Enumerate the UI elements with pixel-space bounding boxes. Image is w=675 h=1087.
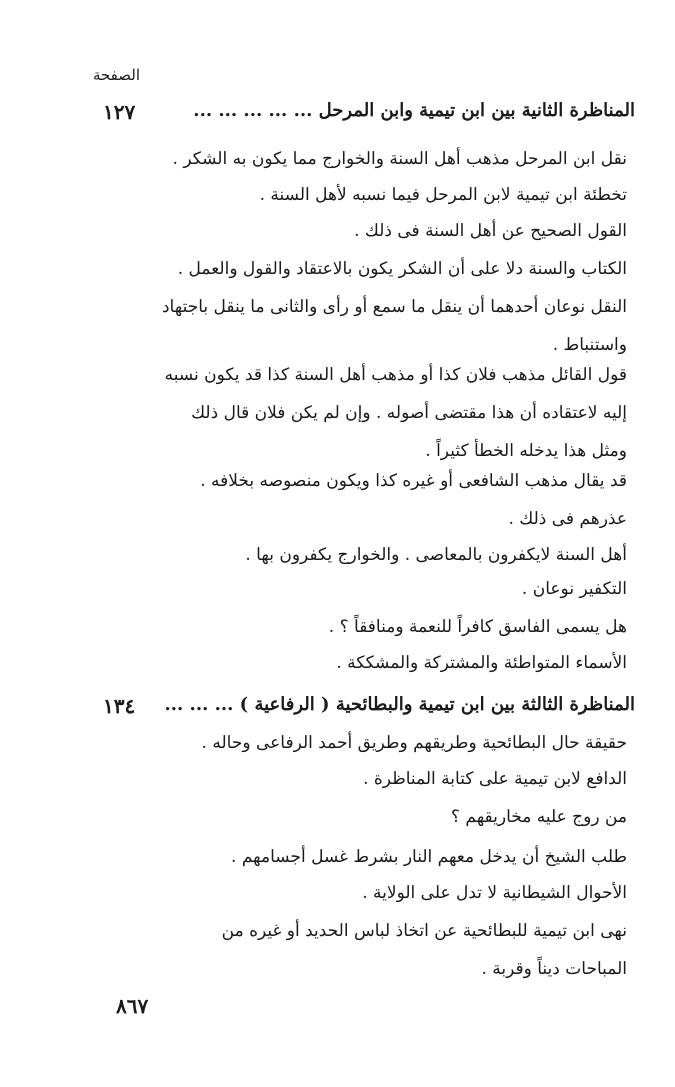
toc-entry: القول الصحيح عن أهل السنة فى ذلك . [354, 221, 627, 241]
toc-entry: أهل السنة لايكفرون بالمعاصى . والخوارج يكفرون بها . [245, 545, 627, 565]
section-page-number: ١٢٧ [103, 100, 136, 124]
page-column-label: الصفحة [92, 66, 140, 84]
toc-entry: النقل نوعان أحدهما أن ينقل ما سمع أو رأى والثانى ما ينقل باجتهاد واستنباط . [161, 297, 627, 355]
toc-entry: طلب الشيخ أن يدخل معهم النار بشرط غسل أجسامهم . [231, 847, 627, 867]
toc-entry: من روج عليه مخاريقهم ؟ [450, 807, 627, 827]
toc-entry: نهى ابن تيمية للبطائحية عن اتخاذ لباس الحديد أو غيره من المباحات ديناً وقربة . [221, 921, 627, 979]
toc-entry: قول القائل مذهب فلان كذا أو مذهب أهل السنة كذا قد يكون نسبه إليه لاعتقاده أن هذا مقتضى أصوله . وإن لم يكن فلان قال ذلك ومثل هذا يدخله الخطأ كثيراً . [164, 365, 627, 461]
toc-entry: الأسماء المتواطئة والمشتركة والمشككة . [336, 653, 627, 673]
toc-entry: تخطئة ابن تيمية لابن المرحل فيما نسبه لأهل السنة . [259, 185, 627, 205]
toc-entry: التكفير نوعان . [521, 579, 627, 599]
toc-entry: هل يسمى الفاسق كافراً للنعمة ومنافقاً ؟ . [328, 617, 627, 637]
toc-entry: نقل ابن المرحل مذهب أهل السنة والخوارج مما يكون به الشكر . [172, 149, 627, 169]
toc-entry: حقيقة حال البطائحية وطريقهم وطريق أحمد الرفاعى وحاله . [201, 733, 627, 753]
section-heading: المناظرة الثانية بين ابن تيمية وابن المرحل ... ... ... ... ... [193, 100, 635, 121]
page-number: ٨٦٧ [116, 994, 149, 1018]
toc-entry: قد يقال مذهب الشافعى أو غيره كذا ويكون منصوصه بخلافه . [200, 471, 627, 491]
toc-entry: الدافع لابن تيمية على كتابة المناظرة . [363, 769, 627, 789]
section-page-number: ١٣٤ [103, 694, 136, 718]
toc-entry: عذرهم فى ذلك . [508, 509, 627, 529]
section-heading: المناظرة الثالثة بين ابن تيمية والبطائحية ( الرفاعية ) ... ... ... [164, 694, 635, 715]
toc-entry: الأحوال الشيطانية لا تدل على الولاية . [362, 883, 627, 903]
toc-entry: الكتاب والسنة دلا على أن الشكر يكون بالاعتقاد والقول والعمل . [177, 259, 627, 279]
